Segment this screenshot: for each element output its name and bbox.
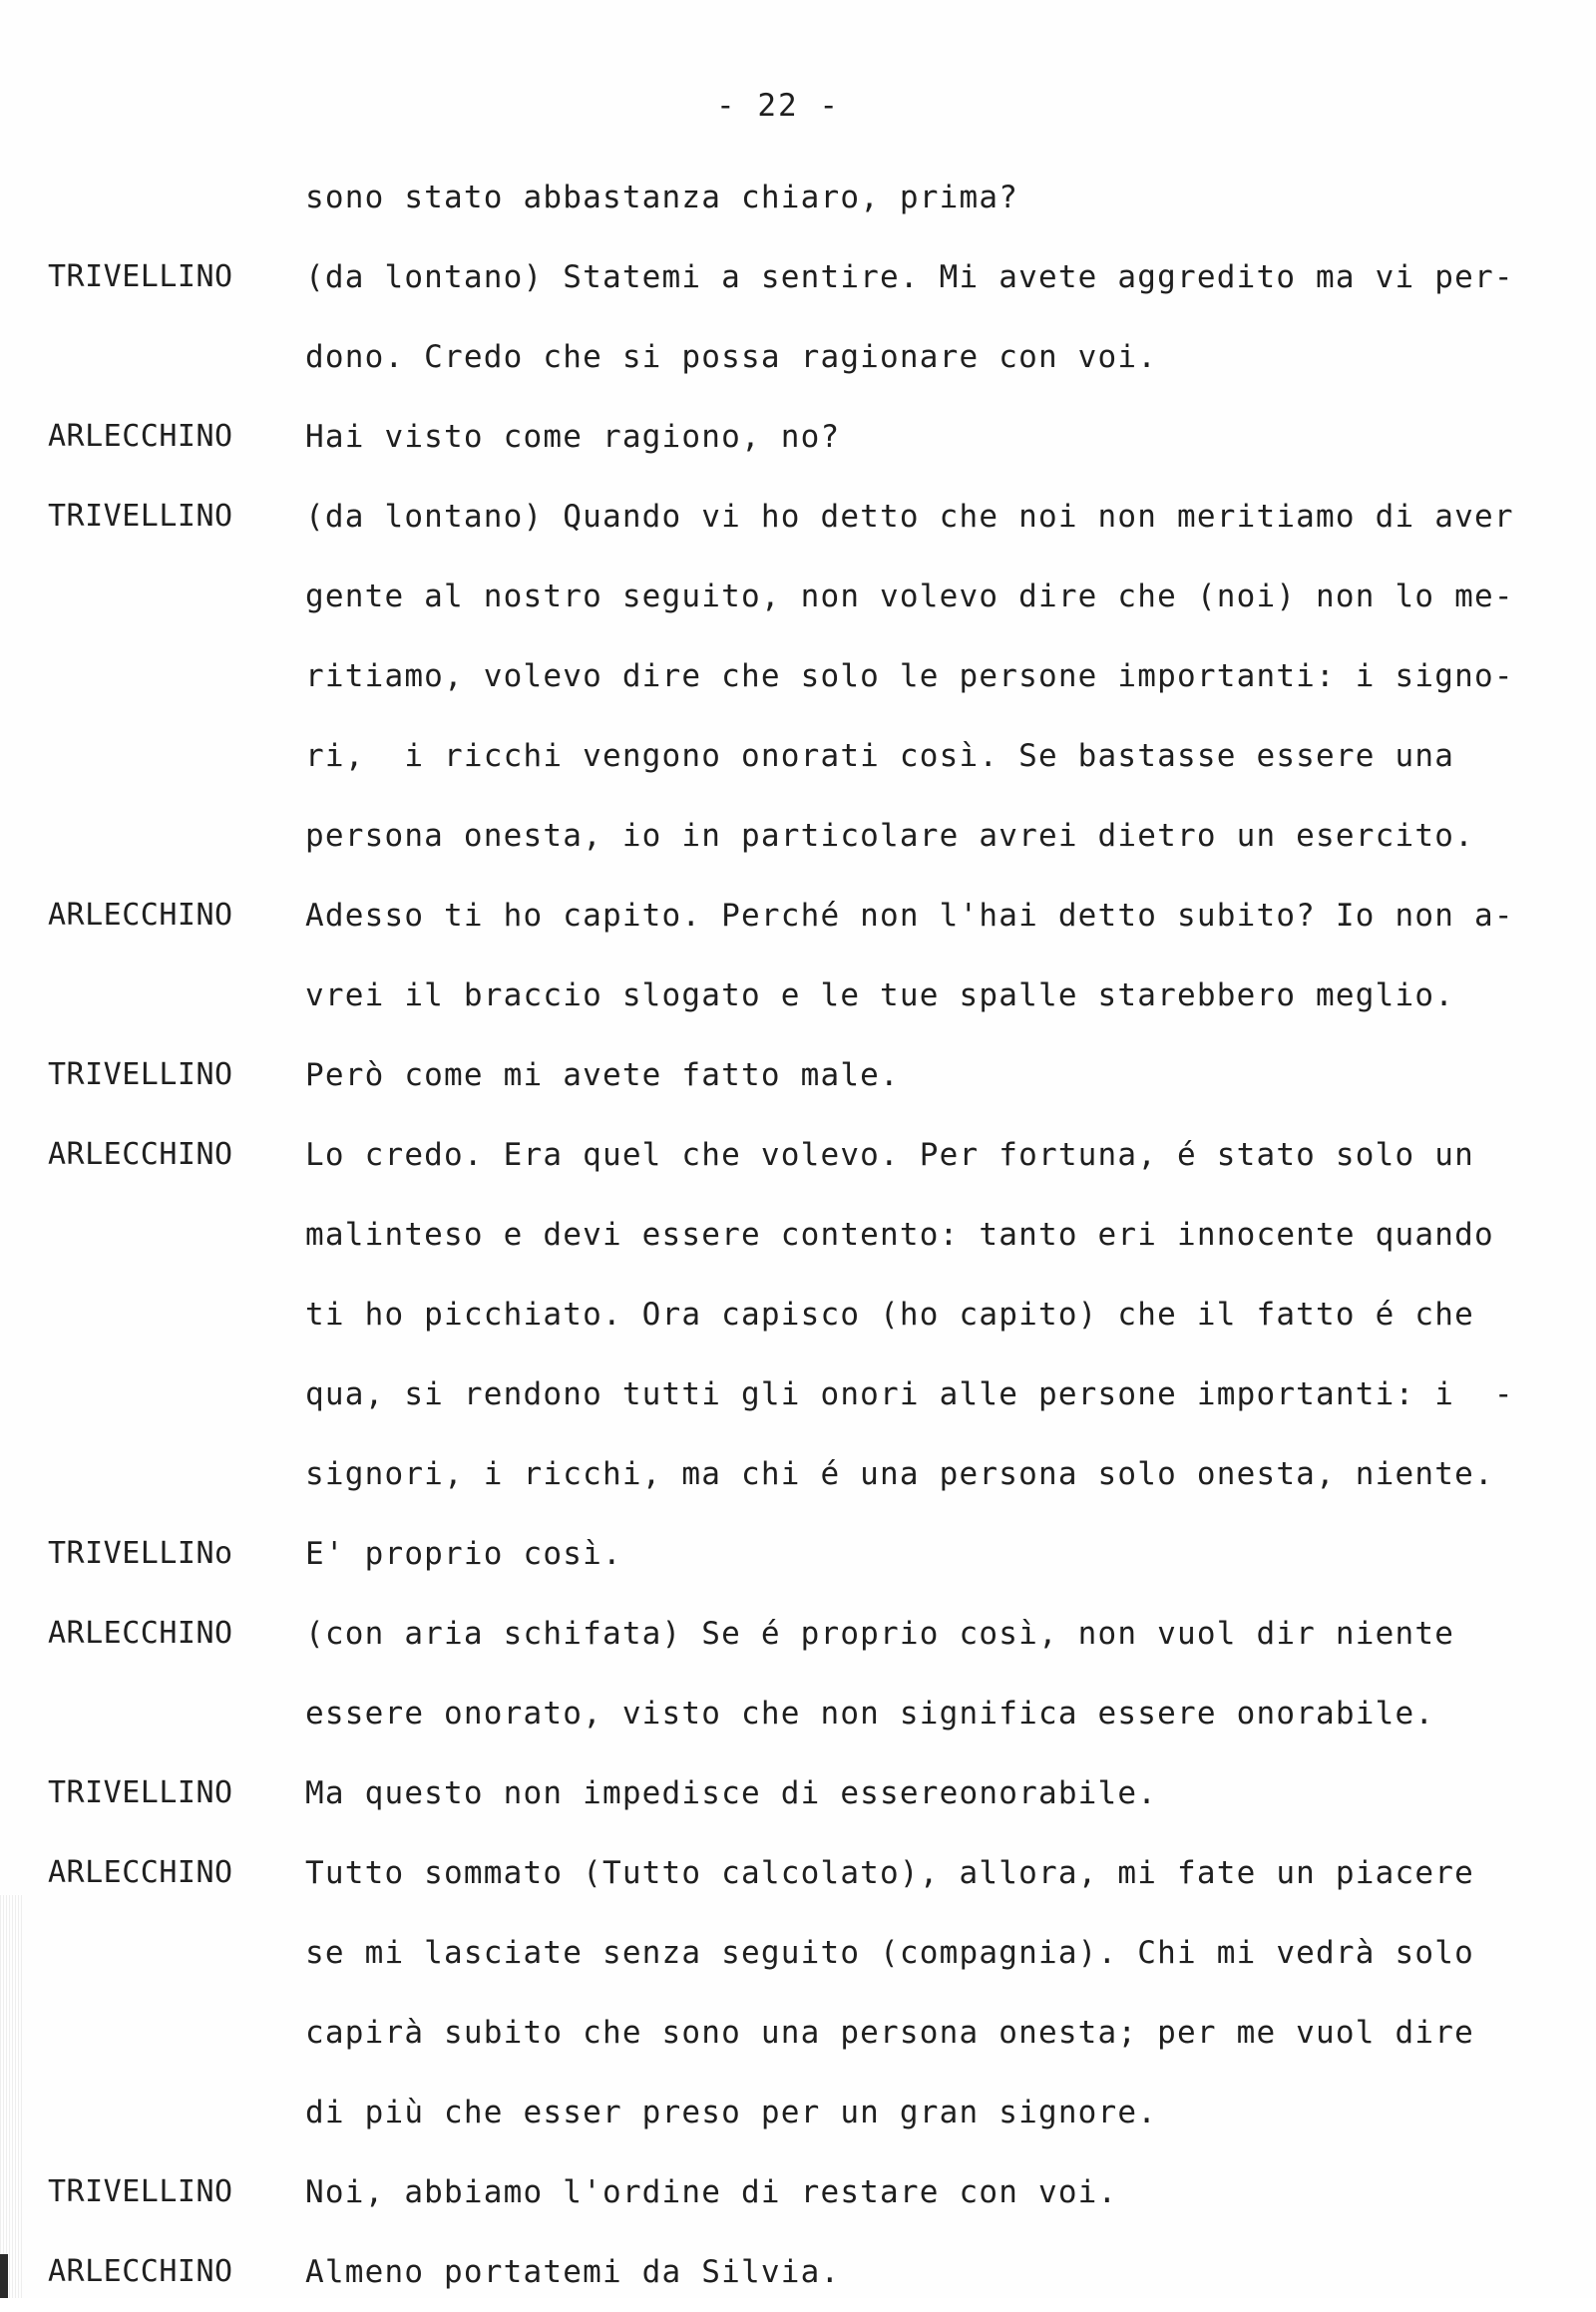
speech-line: signori, i ricchi, ma chi é una persona solo onesta, niente. — [305, 1456, 1494, 1492]
speaker-name: TRIVELLINO — [48, 1775, 233, 1810]
speaker-name: ARLECCHINO — [48, 898, 233, 933]
speech-line: vrei il braccio slogato e le tue spalle starebbero meglio. — [305, 977, 1455, 1013]
dialogue-row — [0, 397, 1596, 477]
speech-text — [305, 2232, 1552, 2312]
speech-line: (con aria schifata) Se é proprio così, non vuol dir niente — [305, 1616, 1455, 1652]
dialogue-row — [0, 1514, 1596, 1594]
speech-line: Hai visto come ragiono, no? — [305, 419, 841, 455]
speech-line: Almeno portatemi da Silvia. — [305, 2254, 841, 2290]
speech-line: persona onesta, io in particolare avrei dietro un esercito. — [305, 818, 1474, 854]
speech-line: dono. Credo che si possa ragionare con voi. — [305, 339, 1158, 375]
dialogue-row — [0, 2152, 1596, 2232]
speech-line: di più che esser preso per un gran signore. — [305, 2095, 1158, 2130]
dialogue-row — [0, 1115, 1596, 1514]
speaker-name: TRIVELLINo — [48, 1536, 233, 1571]
speech-text — [305, 876, 1552, 1035]
speech-text — [305, 1833, 1552, 2152]
speech-line: capirà subito che sono una persona onesta; per me vuol dire — [305, 2015, 1474, 2051]
speech-text — [305, 477, 1552, 876]
speech-line: Tutto sommato (Tutto calcolato), allora, mi fate un piacere — [305, 1855, 1474, 1891]
speaker-name: TRIVELLINO — [48, 499, 233, 534]
dialogue-row — [0, 1833, 1596, 2152]
dialogue-row — [0, 477, 1596, 876]
speech-text — [305, 397, 1552, 477]
scan-edge-noise — [0, 1895, 22, 2298]
speech-text — [305, 1035, 1552, 1115]
speech-text — [305, 237, 1552, 397]
speech-line: essere onorato, visto che non significa essere onorabile. — [305, 1696, 1435, 1732]
speech-line: Ma questo non impedisce di essereonorabile. — [305, 1775, 1158, 1811]
speech-line: Però come mi avete fatto male. — [305, 1057, 900, 1093]
speech-line: (da lontano) Statemi a sentire. Mi avete aggredito ma vi per- — [305, 259, 1514, 295]
speaker-name: ARLECCHINO — [48, 1855, 233, 1890]
speaker-name: TRIVELLINO — [48, 259, 233, 294]
speech-line: (da lontano) Quando vi ho detto che noi non meritiamo di aver — [305, 499, 1514, 535]
speech-line: ritiamo, volevo dire che solo le persone importanti: i signo- — [305, 658, 1514, 694]
speech-line: Adesso ti ho capito. Perché non l'hai detto subito? Io non a- — [305, 898, 1514, 934]
speech-line: malinteso e devi essere contento: tanto eri innocente quando — [305, 1217, 1494, 1253]
speech-text — [305, 1514, 1552, 1594]
speech-line: qua, si rendono tutti gli onori alle persone importanti: i - — [305, 1376, 1514, 1412]
dialogue-row — [0, 1594, 1596, 1753]
speech-text — [305, 2152, 1552, 2232]
dialogue-row — [0, 2232, 1596, 2312]
page-number: - 22 - — [716, 88, 840, 124]
speaker-name: TRIVELLINO — [48, 2174, 233, 2209]
dialogue-row — [0, 876, 1596, 1035]
speech-line: Lo credo. Era quel che volevo. Per fortuna, é stato solo un — [305, 1137, 1474, 1173]
speech-text — [305, 1115, 1552, 1514]
speech-line: gente al nostro seguito, non volevo dire che (noi) non lo me- — [305, 578, 1514, 614]
speech-line: ri, i ricchi vengono onorati così. Se bastasse essere una — [305, 738, 1455, 774]
dialogue-row — [0, 158, 1596, 237]
speech-text — [305, 158, 1552, 237]
scan-edge-mark — [0, 2254, 8, 2298]
speaker-name: ARLECCHINO — [48, 1137, 233, 1172]
speech-line: sono stato abbastanza chiaro, prima? — [305, 180, 1019, 215]
speaker-name: ARLECCHINO — [48, 2254, 233, 2289]
speech-line: E' proprio così. — [305, 1536, 622, 1572]
speaker-name: ARLECCHINO — [48, 419, 233, 454]
speech-line: Noi, abbiamo l'ordine di restare con voi. — [305, 2174, 1118, 2210]
speaker-name: ARLECCHINO — [48, 1616, 233, 1651]
dialogue-row — [0, 1753, 1596, 1833]
script-dialogue — [0, 158, 1596, 2312]
speech-text — [305, 1753, 1552, 1833]
speech-text — [305, 1594, 1552, 1753]
speaker-name: TRIVELLINO — [48, 1057, 233, 1092]
dialogue-row — [0, 237, 1596, 397]
speech-line: ti ho picchiato. Ora capisco (ho capito) che il fatto é che — [305, 1297, 1474, 1333]
dialogue-row — [0, 1035, 1596, 1115]
speech-line: se mi lasciate senza seguito (compagnia). Chi mi vedrà solo — [305, 1935, 1474, 1971]
